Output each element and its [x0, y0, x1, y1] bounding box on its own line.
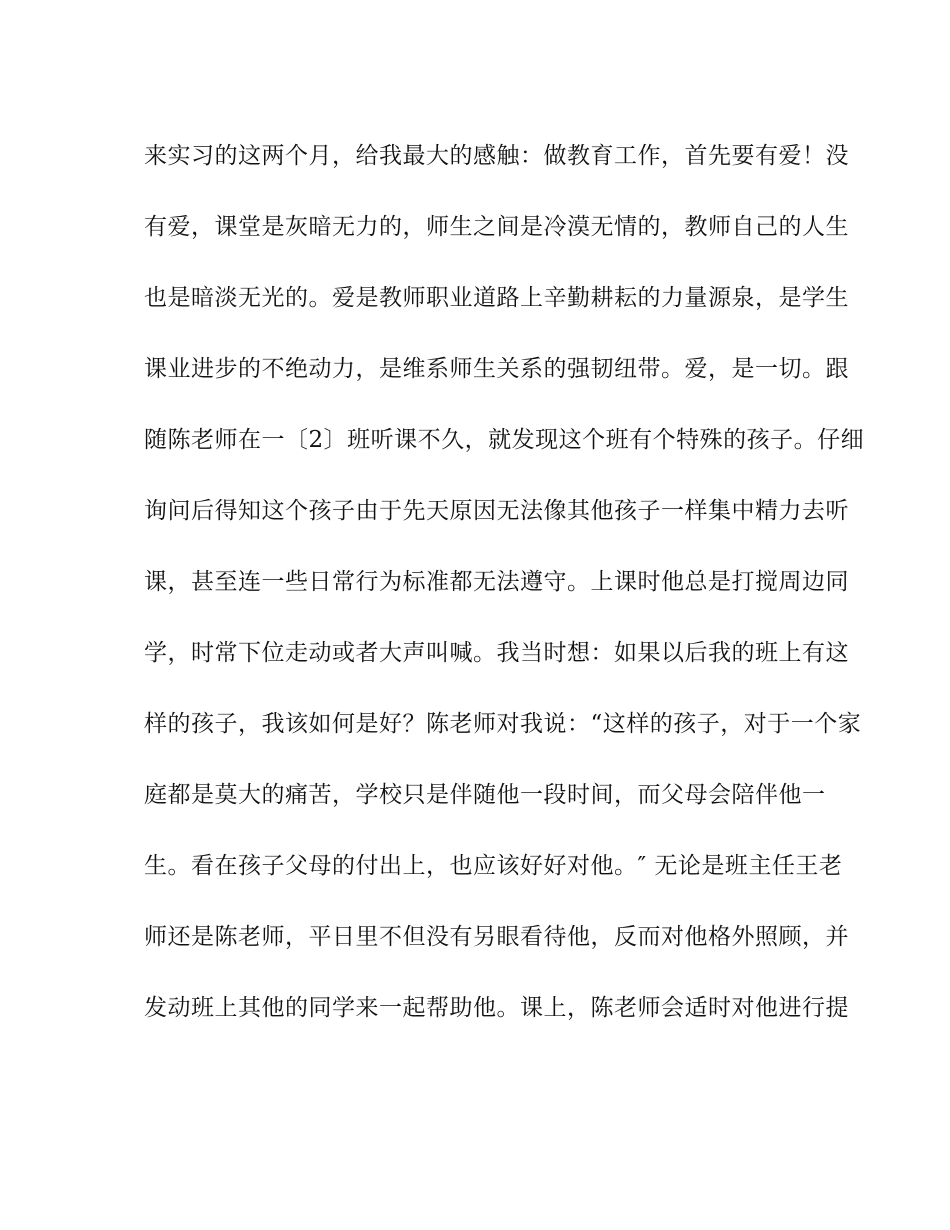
text-line: 生。看在孩子父母的付出上，也应该好好对他。″ 无论是班主任王老 — [144, 853, 843, 879]
text-line: 询问后得知这个孩子由于先天原因无法像其他孩子一样集中精力去听 — [144, 498, 849, 524]
text-line: 有爱，课堂是灰暗无力的，师生之间是冷漠无情的，教师自己的人生 — [144, 214, 849, 240]
text-line: 学，时常下位走动或者大声叫喊。我当时想：如果以后我的班上有这 — [144, 640, 849, 666]
text-line: 师还是陈老师，平日里不但没有另眼看待他，反而对他格外照顾，并 — [144, 924, 849, 950]
text-line: 发动班上其他的同学来一起帮助他。课上，陈老师会适时对他进行提 — [144, 995, 849, 1021]
text-line: 课业进步的不绝动力，是维系师生关系的强韧纽带。爱，是一切。跟 — [144, 356, 849, 382]
text-line: 庭都是莫大的痛苦，学校只是伴随他一段时间，而父母会陪伴他一 — [144, 782, 826, 808]
text-line: 来实习的这两个月，给我最大的感触：做教育工作，首先要有爱！没 — [144, 143, 849, 169]
text-line: 样的孩子，我该如何是好？陈老师对我说：“这样的孩子，对于一个家 — [144, 711, 862, 737]
text-line: 随陈老师在一〔2〕班听课不久，就发现这个班有个特殊的孩子。仔细 — [144, 427, 865, 453]
text-line: 课，甚至连一些日常行为标准都无法遵守。上课时他总是打搅周边同 — [144, 569, 849, 595]
text-line: 也是暗淡无光的。爱是教师职业道路上辛勤耕耘的力量源泉，是学生 — [144, 285, 849, 311]
